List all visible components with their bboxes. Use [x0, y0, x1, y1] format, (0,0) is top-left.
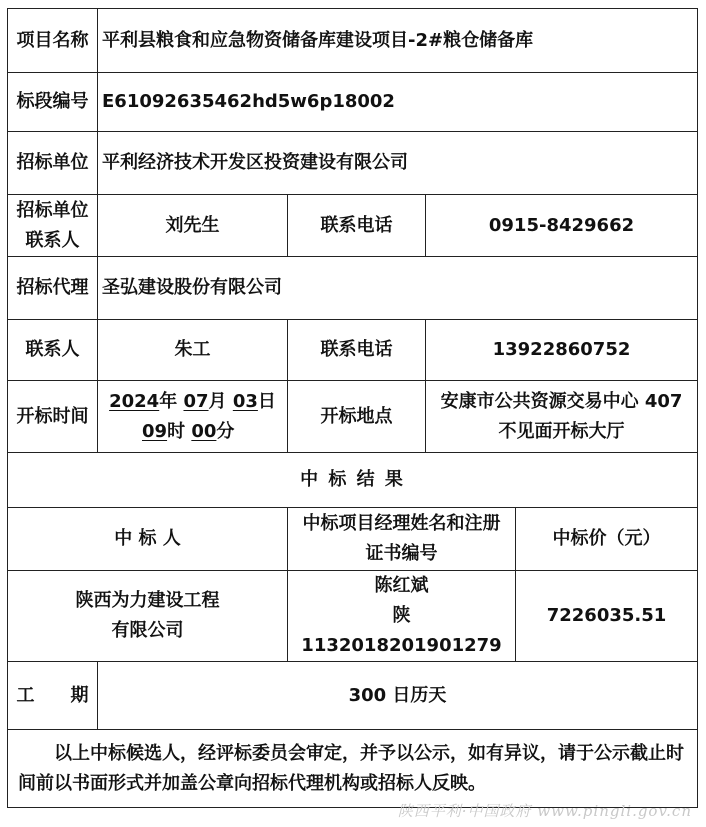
row-tenderer [8, 132, 698, 195]
winner-name [8, 571, 288, 662]
opening-place-line2: 不见面开标大厅 [498, 420, 625, 442]
opening-hour: 09 [142, 420, 168, 442]
opening-time-label: 开标时间 [8, 381, 98, 453]
opening-place-label: 开标地点 [288, 381, 426, 453]
row-result-header [8, 508, 698, 571]
bid-price: 7226035.51 [516, 571, 698, 662]
col-price-header: 中标价（元） [516, 508, 698, 571]
agent-label: 招标代理 [8, 257, 98, 320]
tenderer-phone-value: 0915-8429662 [426, 195, 698, 257]
row-agent [8, 257, 698, 320]
publicity-note: 以上中标候选人，经评标委员会审定，并予以公示，如有异议，请于公示截止时间前以书面形式并加盖公章向招标代理机构或招标人反映。 [8, 730, 698, 808]
tenderer-contact-label-line2: 联系人 [25, 229, 80, 251]
agent-phone-value: 13922860752 [426, 320, 698, 381]
winner-name-line2: 有限公司 [111, 620, 184, 641]
opening-year-unit: 年 [159, 390, 178, 412]
row-note [8, 730, 698, 808]
bid-result-table [7, 8, 698, 808]
opening-minute-unit: 分 [216, 420, 235, 442]
duration-value: 300 日历天 [98, 662, 698, 730]
manager-cert: 陕 1132018201901279 [301, 605, 502, 656]
project-name-label: 项目名称 [8, 9, 98, 73]
row-result-title [8, 453, 698, 508]
project-name-value: 平利县粮食和应急物资储备库建设项目-2#粮仓储备库 [98, 9, 698, 73]
row-result-data [8, 571, 698, 662]
result-title: 中 标 结 果 [8, 453, 698, 508]
tenderer-contact-name: 刘先生 [98, 195, 288, 257]
winner-name-line1: 陕西为力建设工程 [75, 590, 220, 611]
manager-info [288, 571, 516, 662]
row-agent-contact [8, 320, 698, 381]
opening-day: 03 [232, 390, 258, 412]
opening-day-unit: 日 [257, 390, 276, 412]
agent-contact-label: 联系人 [8, 320, 98, 381]
agent-value: 圣弘建设股份有限公司 [98, 257, 698, 320]
section-no-label: 标段编号 [8, 73, 98, 132]
row-opening [8, 381, 698, 453]
tenderer-value: 平利经济技术开发区投资建设有限公司 [98, 132, 698, 195]
col-manager-header [288, 508, 516, 571]
tenderer-contact-label-line1: 招标单位 [16, 199, 89, 221]
opening-hour-unit: 时 [167, 420, 186, 442]
opening-place-line1: 安康市公共资源交易中心 407 [440, 390, 683, 412]
agent-contact-name: 朱工 [98, 320, 288, 381]
section-no-value: E61092635462hd5w6p18002 [98, 73, 698, 132]
opening-time-value [98, 381, 288, 453]
opening-month-unit: 月 [208, 390, 227, 412]
duration-label: 工 期 [8, 662, 98, 730]
row-duration [8, 662, 698, 730]
col-winner-header: 中 标 人 [8, 508, 288, 571]
col-manager-header-line1: 中标项目经理姓名和注册 [302, 513, 501, 534]
manager-name: 陈红斌 [374, 575, 429, 596]
row-project-name [8, 9, 698, 73]
tenderer-phone-label: 联系电话 [288, 195, 426, 257]
row-tenderer-contact [8, 195, 698, 257]
watermark: 陕西平利·中国政府 www.pingli.gov.cn [397, 802, 692, 820]
col-manager-header-line2: 证书编号 [365, 543, 438, 564]
opening-place-value [426, 381, 698, 453]
tenderer-contact-label [8, 195, 98, 257]
opening-month: 07 [183, 390, 209, 412]
opening-year: 2024 [109, 390, 160, 412]
opening-minute: 00 [191, 420, 217, 442]
agent-phone-label: 联系电话 [288, 320, 426, 381]
tenderer-label: 招标单位 [8, 132, 98, 195]
row-section-no [8, 73, 698, 132]
